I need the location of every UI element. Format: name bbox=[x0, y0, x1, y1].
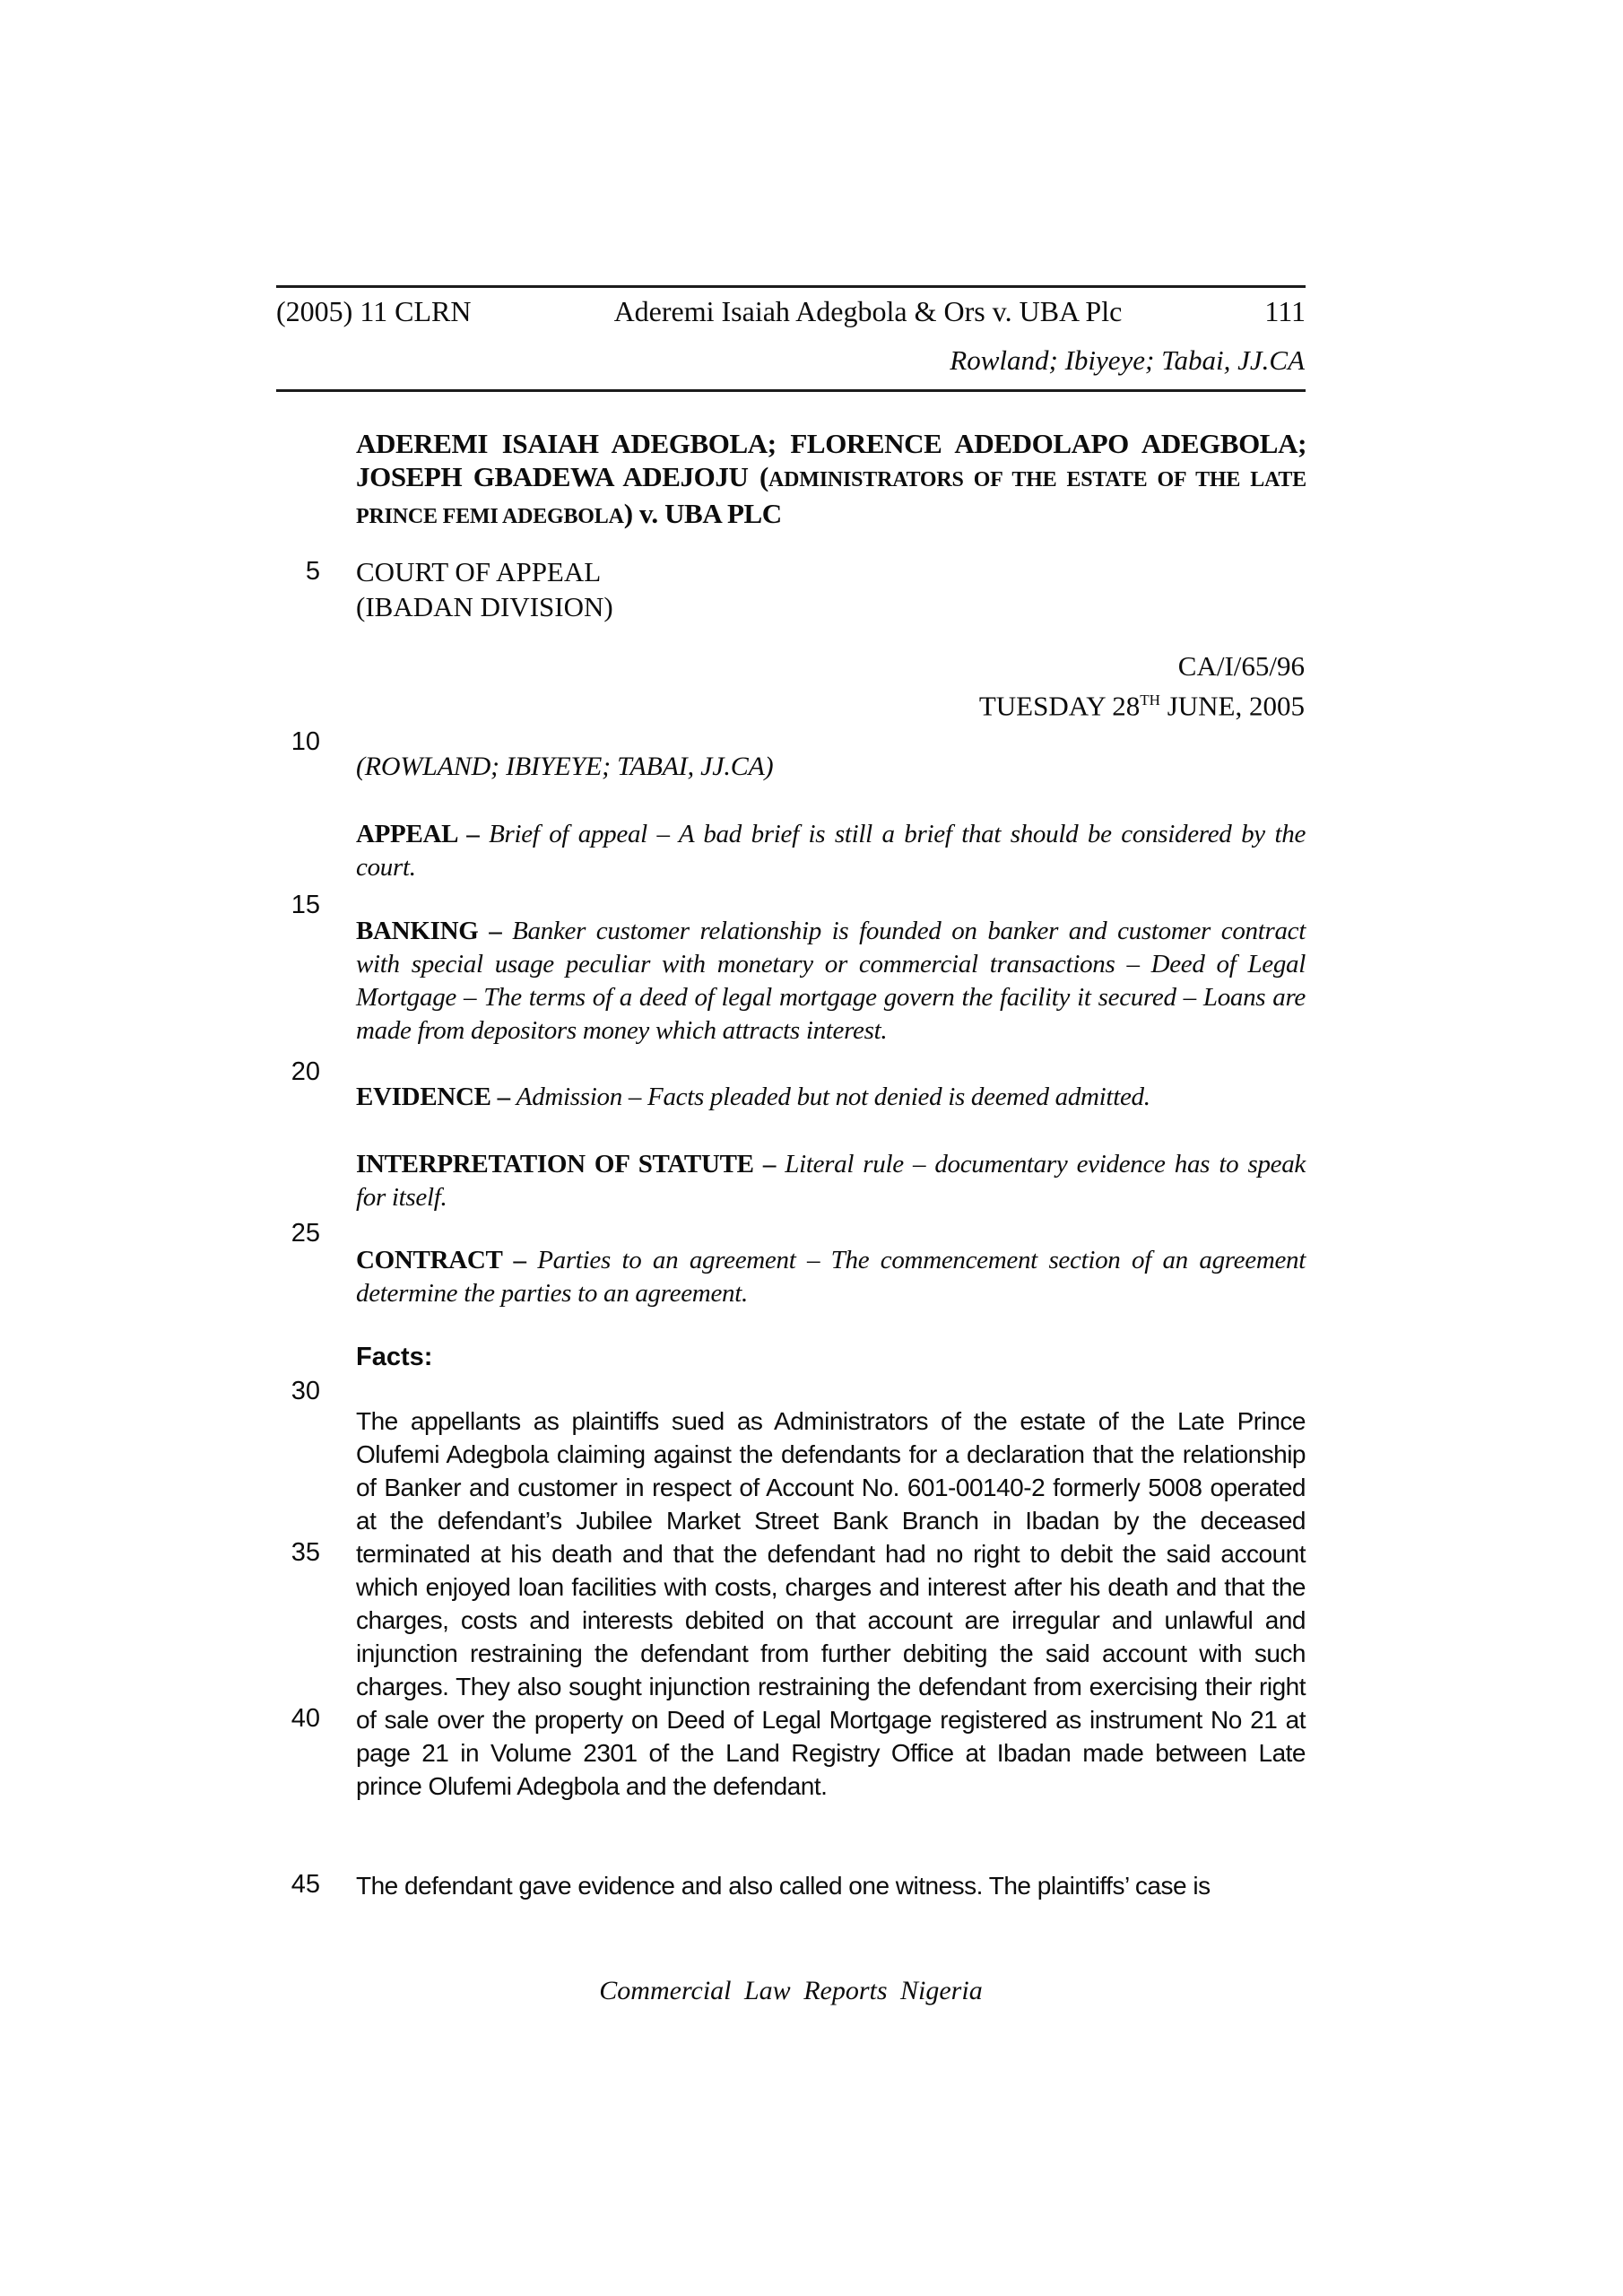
header-top-rule bbox=[276, 285, 1306, 288]
hearing-date bbox=[979, 683, 1305, 723]
catchword-interpretation-text: Literal rule – documentary evidence has to speak for itself. bbox=[356, 1150, 1306, 1212]
court-block bbox=[356, 554, 613, 624]
line-number-15: 15 bbox=[291, 891, 320, 919]
case-title-main: ADEREMI ISAIAH ADEGBOLA; FLORENCE ADEDOLAPO ADEGBOLA; JOSEPH GBADEWA ADEJOJU ( bbox=[356, 428, 1306, 492]
facts-paragraph-2: The defendant gave evidence and also called one witness. The plaintiffs’ case is bbox=[356, 1872, 1211, 1900]
case-title bbox=[356, 427, 1306, 534]
catchword-contract-label: CONTRACT – bbox=[356, 1246, 526, 1274]
catchword-appeal-label: APPEAL – bbox=[356, 820, 480, 848]
hearing-date-rest: JUNE, 2005 bbox=[1159, 690, 1305, 722]
catchword-interpretation-label: INTERPRETATION OF STATUTE – bbox=[356, 1150, 777, 1178]
line-number-30: 30 bbox=[291, 1377, 320, 1405]
coram-line: (ROWLAND; IBIYEYE; TABAI, JJ.CA) bbox=[356, 752, 774, 781]
running-header bbox=[276, 294, 1306, 328]
catchword-evidence-text: Admission – Facts pleaded but not denied is deemed admitted. bbox=[516, 1083, 1150, 1111]
running-case-title: Aderemi Isaiah Adegbola & Ors v. UBA Plc bbox=[613, 295, 1123, 327]
line-number-35: 35 bbox=[291, 1538, 320, 1567]
hearing-date-day: TUESDAY 28 bbox=[978, 690, 1141, 722]
facts-heading: Facts: bbox=[356, 1343, 433, 1371]
line-number-10: 10 bbox=[291, 727, 320, 756]
catchword-banking bbox=[356, 915, 1306, 1048]
line-number-40: 40 bbox=[291, 1704, 320, 1733]
court-name: COURT OF APPEAL bbox=[356, 556, 602, 587]
judges-attribution: Rowland; Ibiyeye; Tabai, JJ.CA bbox=[950, 344, 1305, 376]
line-number-25: 25 bbox=[291, 1219, 320, 1248]
case-reference bbox=[979, 649, 1305, 723]
catchword-banking-text: Banker customer relationship is founded on banker and customer contract with special usage peculiar with monetary or commercial transactions – Deed of Legal Mortgage – The terms of a deed of legal mortgage govern the facility it secured – Loans are made from depositors money which attracts interest. bbox=[356, 917, 1306, 1045]
page-number: 111 bbox=[1264, 295, 1306, 327]
case-number: CA/I/65/96 bbox=[1177, 650, 1305, 682]
catchword-contract-text: Parties to an agreement – The commencement section of an agreement determine the parties to an agreement. bbox=[356, 1246, 1306, 1308]
case-title-administrators: ADMINISTRATORS OF THE ESTATE OF THE LATE PRINCE FEMI ADEGBOLA bbox=[356, 468, 1306, 528]
catchword-appeal-text: Brief of appeal – A bad brief is still a brief that should be considered by the court. bbox=[356, 820, 1306, 882]
catchword-contract bbox=[356, 1244, 1306, 1310]
catchword-evidence bbox=[356, 1081, 1306, 1114]
catchword-evidence-label: EVIDENCE – bbox=[356, 1083, 510, 1111]
line-number-5: 5 bbox=[305, 557, 320, 586]
catchword-interpretation bbox=[356, 1148, 1306, 1214]
line-number-45: 45 bbox=[291, 1870, 320, 1899]
catchword-banking-label: BANKING – bbox=[356, 917, 502, 945]
hearing-date-ordinal: TH bbox=[1140, 691, 1160, 709]
header-bottom-rule bbox=[276, 389, 1306, 392]
citation-text: (2005) 11 CLRN bbox=[276, 295, 472, 327]
court-division: (IBADAN DIVISION) bbox=[356, 591, 613, 622]
line-number-20: 20 bbox=[291, 1057, 320, 1086]
facts-paragraph-1: The appellants as plaintiffs sued as Administrators of the estate of the Late Prince Olufemi Adegbola claiming against the defendants for a declaration that the relationship of Banker and customer in respect of Account No. 601-00140-2 formerly 5008 operated at the defendant’s Jubilee Market Street Bank Branch in Ibadan by the deceased terminated at his death and that the defendant had no right to debit the said account which enjoyed loan facilities with costs, charges and interest after his death and that the charges, costs and interests debited on that account are irregular and unlawful and injunction restraining the defendant from further debiting the said account with such charges. They also sought injunction restraining the defendant from exercising their right of sale over the property on Deed of Legal Mortgage registered as instrument No 21 at page 21 in Volume 2301 of the Land Registry Office at Ibadan made between Late prince Olufemi Adegbola and the defendant. bbox=[356, 1407, 1306, 1800]
catchword-appeal bbox=[356, 818, 1306, 884]
footer-imprint: Commercial Law Reports Nigeria bbox=[599, 1976, 983, 2005]
case-title-tail: ) v. UBA PLC bbox=[623, 498, 782, 529]
